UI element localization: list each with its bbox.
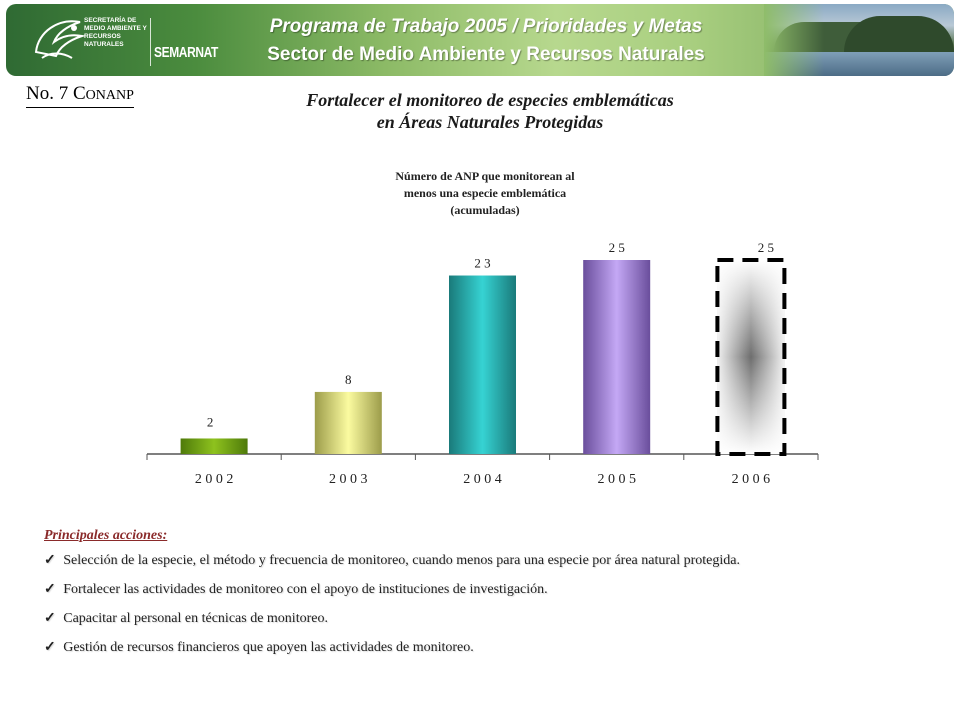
checkmark-icon: ✓ xyxy=(44,582,56,597)
semarnat-brand: SEMARNAT xyxy=(154,44,218,61)
data-label: 2 5 xyxy=(757,240,775,255)
data-label: 2 xyxy=(206,414,214,430)
x-tick-label: 2 0 0 6 xyxy=(731,472,771,487)
chart-title-line3: (acumuladas) xyxy=(450,203,520,217)
x-tick-label: 2 0 0 5 xyxy=(597,472,636,487)
bar-2004 xyxy=(449,276,516,454)
x-tick-label: 2 0 0 4 xyxy=(463,472,502,487)
checkmark-icon: ✓ xyxy=(44,640,56,655)
logo-text: SECRETARÍA DE MEDIO AMBIENTE Y RECURSOS NATURALES xyxy=(84,17,147,48)
x-tick-label: 2 0 0 2 xyxy=(194,472,234,487)
bar-2002 xyxy=(181,438,248,454)
action-item-text: Gestión de recursos financieros que apoyen las actividades de monitoreo. xyxy=(63,640,474,655)
bar-2005 xyxy=(583,260,650,454)
chart-title-line1: Número de ANP que monitorean al xyxy=(395,169,575,183)
page-title-line1: Fortalecer el monitoreo de especies emblemáticas xyxy=(306,90,674,110)
banner-subtitle: Sector de Medio Ambiente y Recursos Naturales xyxy=(267,44,705,65)
actions-heading: Principales acciones: xyxy=(44,528,168,543)
action-item xyxy=(44,581,924,598)
actions-section xyxy=(44,528,924,668)
chart-title-line2: menos una especie emblemática xyxy=(403,186,567,200)
program-code-prefix: No. 7 C xyxy=(26,83,86,104)
action-item xyxy=(44,639,924,656)
action-item-text: Fortalecer las actividades de monitoreo con el apoyo de instituciones de investigación. xyxy=(63,582,548,597)
action-item xyxy=(44,552,924,569)
checkmark-icon: ✓ xyxy=(44,611,56,626)
bar-2003 xyxy=(315,392,382,454)
bar-2006-highlight xyxy=(717,260,784,454)
action-item-text: Selección de la especie, el método y frecuencia de monitoreo, cuando menos para una especie por área natural protegida. xyxy=(63,553,740,568)
data-label: 2 5 xyxy=(608,240,625,255)
action-item-text: Capacitar al personal en técnicas de monitoreo. xyxy=(63,611,328,626)
banner-title: Programa de Trabajo 2005 / Prioridades y Metas xyxy=(269,16,703,37)
data-label: 2 3 xyxy=(474,255,491,271)
x-tick-label: 2 0 0 3 xyxy=(329,472,368,487)
checkmark-icon: ✓ xyxy=(44,553,56,568)
action-item xyxy=(44,610,924,627)
page-title-line2: en Áreas Naturales Protegidas xyxy=(376,112,604,132)
data-label: 8 xyxy=(345,371,352,387)
program-code-suffix: ONANP xyxy=(85,88,134,103)
